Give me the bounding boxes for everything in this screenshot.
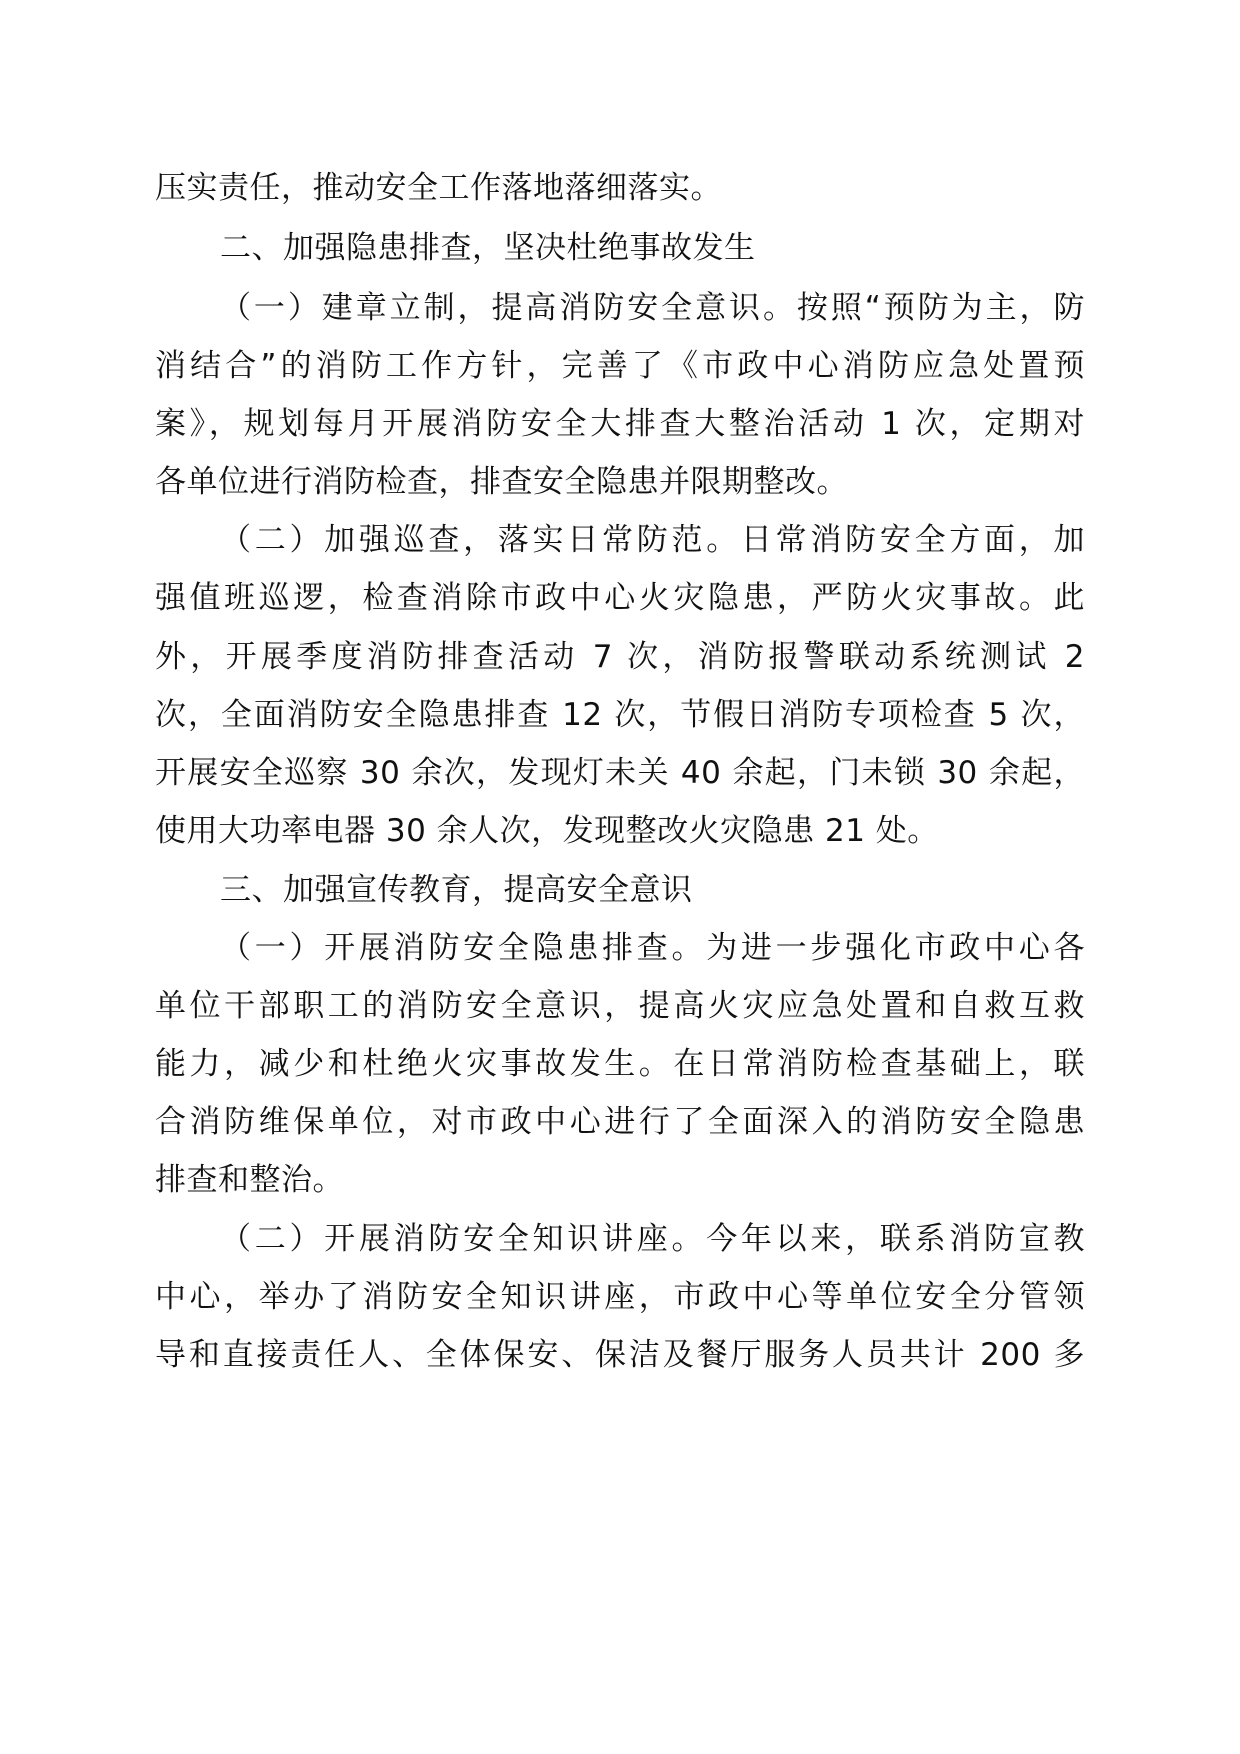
text-line-17: 合消防维保单位，对市政中心进行了全面深入的消防安全隐患 [155,1104,1085,1140]
text-line-4: 消结合”的消防工作方针，完善了《市政中心消防应急处置预 [155,348,1085,384]
text-line-6: 各单位进行消防检查，排查安全隐患并限期整改。 [155,464,848,500]
section-heading-3: 三、加强宣传教育，提高安全意识 [220,872,693,908]
text-line-14: （一）开展消防安全隐患排查。为进一步强化市政中心各 [220,930,1085,966]
section-heading-2: 二、加强隐患排查，坚决杜绝事故发生 [220,230,756,266]
text-line-19: （二）开展消防安全知识讲座。今年以来，联系消防宣教 [220,1221,1085,1257]
text-line-11: 开展安全巡察 30 余次，发现灯未关 40 余起，门未锁 30 余起， [155,755,1085,791]
text-line-7: （二）加强巡查，落实日常防范。日常消防安全方面，加 [220,522,1085,558]
text-line-1: 压实责任，推动安全工作落地落细落实。 [155,170,722,206]
text-line-3: （一）建章立制，提高消防安全意识。按照“预防为主，防 [220,290,1085,326]
text-line-12: 使用大功率电器 30 余人次，发现整改火灾隐患 21 处。 [155,813,939,849]
text-line-10: 次，全面消防安全隐患排查 12 次，节假日消防专项检查 5 次， [155,697,1085,733]
text-line-8: 强值班巡逻，检查消除市政中心火灾隐患，严防火灾事故。此 [155,580,1085,616]
text-line-18: 排查和整治。 [155,1162,344,1198]
text-line-15: 单位干部职工的消防安全意识，提高火灾应急处置和自救互救 [155,988,1085,1024]
text-line-9: 外，开展季度消防排查活动 7 次，消防报警联动系统测试 2 [155,639,1085,675]
text-line-21: 导和直接责任人、全体保安、保洁及餐厅服务人员共计 200 多 [155,1337,1085,1373]
text-line-5: 案》，规划每月开展消防安全大排查大整治活动 1 次，定期对 [155,406,1085,442]
text-line-20: 中心，举办了消防安全知识讲座，市政中心等单位安全分管领 [155,1279,1085,1315]
text-line-16: 能力，减少和杜绝火灾事故发生。在日常消防检查基础上，联 [155,1046,1085,1082]
